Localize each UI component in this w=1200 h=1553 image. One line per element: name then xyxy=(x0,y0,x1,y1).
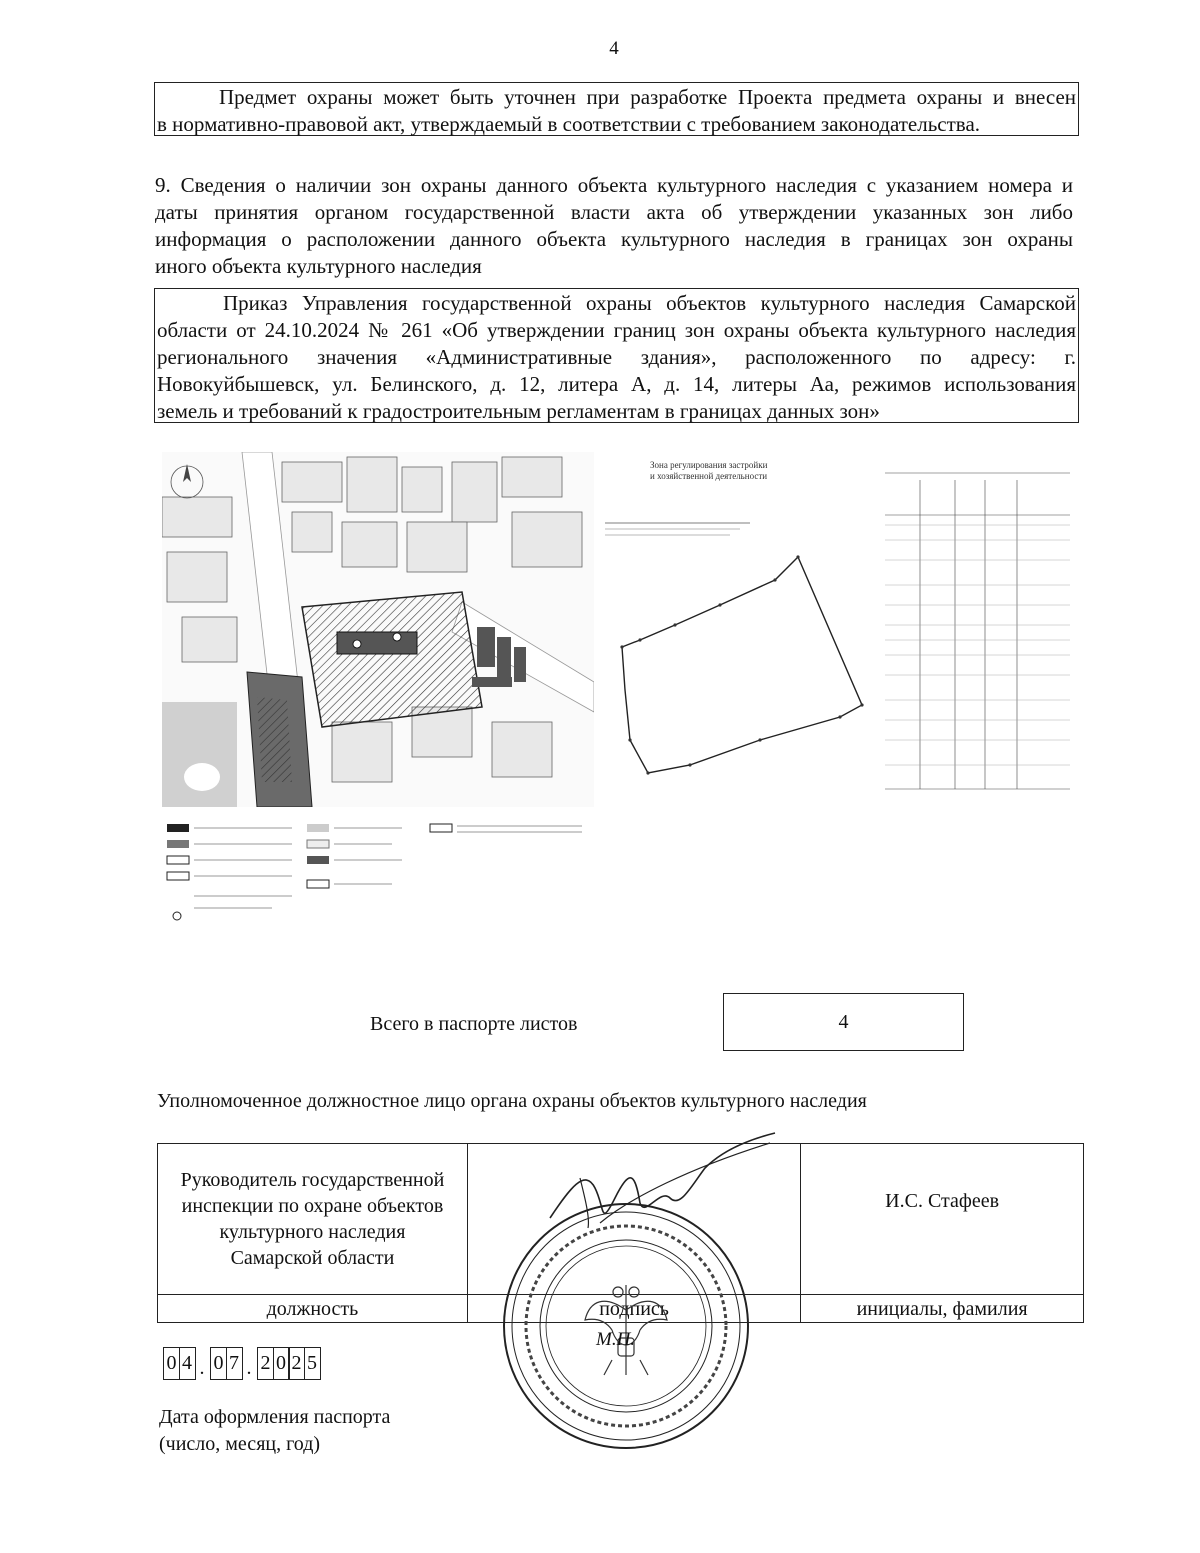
date-separator: . xyxy=(199,1357,205,1379)
order-box xyxy=(154,288,1079,423)
position-line-3: культурного наследия xyxy=(219,1221,406,1243)
section-9-line-3: информация о расположении данного объекта культурного наследия в границах зон охраны xyxy=(155,227,1073,251)
coordinate-table xyxy=(885,465,1070,790)
protection-note-box xyxy=(154,82,1079,136)
date-caption-line-2: (число, месяц, год) xyxy=(159,1433,321,1455)
order-line-2: области от 24.10.2024 № 261 «Об утверждении границ зон охраны объекта культурного наследия xyxy=(157,318,1076,342)
date-digit-7: 2 xyxy=(288,1347,305,1380)
caption-name: инициалы, фамилия xyxy=(801,1295,1084,1323)
zone-title-line-1: Зона регулирования застройки xyxy=(650,460,768,470)
date-digit-2: 4 xyxy=(179,1347,196,1380)
issue-date xyxy=(163,1347,319,1380)
date-digit-6: 0 xyxy=(273,1347,290,1380)
date-digit-3: 0 xyxy=(210,1347,227,1380)
order-line-1: Приказ Управления государственной охраны объектов культурного наследия Самарской xyxy=(223,291,1076,315)
order-line-4: Новокуйбышевск, ул. Белинского, д. 12, литера А, д. 14, литеры Аа, режимов использования xyxy=(157,372,1076,396)
sheets-total-value: 4 xyxy=(723,993,964,1051)
date-caption xyxy=(159,1404,390,1458)
position-line-4: Самарской области xyxy=(230,1247,395,1269)
date-separator: . xyxy=(246,1357,252,1379)
position-line-2: инспекции по охране объектов xyxy=(181,1195,444,1217)
date-digit-1: 0 xyxy=(163,1347,180,1380)
section-9-line-4: иного объекта культурного наследия xyxy=(155,254,482,278)
name-cell: И.С. Стафеев xyxy=(801,1144,1084,1295)
position-line-1: Руководитель государственной xyxy=(180,1169,445,1191)
protection-note-line-1: Предмет охраны может быть уточнен при разработке Проекта предмета охраны и внесен xyxy=(219,85,1076,109)
date-caption-line-1: Дата оформления паспорта xyxy=(159,1406,391,1428)
caption-signature: подпись xyxy=(467,1295,800,1323)
position-cell xyxy=(158,1144,468,1295)
section-9-line-1: 9. Сведения о наличии зон охраны данного объекта культурного наследия с указанием номера и xyxy=(155,173,1073,197)
map-legend xyxy=(162,812,602,922)
sheets-total-label: Всего в паспорте листов xyxy=(370,1013,578,1035)
section-9-line-2: даты принятия органом государственной власти акта об утверждении указанных зон либо xyxy=(155,200,1073,224)
cadastral-map xyxy=(162,452,594,807)
stamp-place-mark: М.П. xyxy=(596,1329,636,1350)
zone-title-line-2: и хозяйственной деятельности xyxy=(650,471,768,481)
official-seal xyxy=(500,1200,752,1452)
zone-boundary-diagram xyxy=(600,455,872,795)
protection-note-line-2: в нормативно-правовой акт, утверждаемый в соответствии с требованием законодательства. xyxy=(157,112,981,136)
caption-position: должность xyxy=(158,1295,468,1323)
section-9-heading xyxy=(155,172,1073,280)
date-digit-8: 5 xyxy=(304,1347,321,1380)
date-digit-4: 7 xyxy=(226,1347,243,1380)
order-line-3: регионального значения «Административные здания», расположенного по адресу: г. xyxy=(157,345,1076,369)
date-digit-5: 2 xyxy=(257,1347,274,1380)
page-number: 4 xyxy=(609,38,619,59)
official-heading: Уполномоченное должностное лицо органа охраны объектов культурного наследия xyxy=(157,1090,867,1112)
order-line-5: земель и требований к градостроительным регламентам в границах данных зон» xyxy=(157,399,880,423)
